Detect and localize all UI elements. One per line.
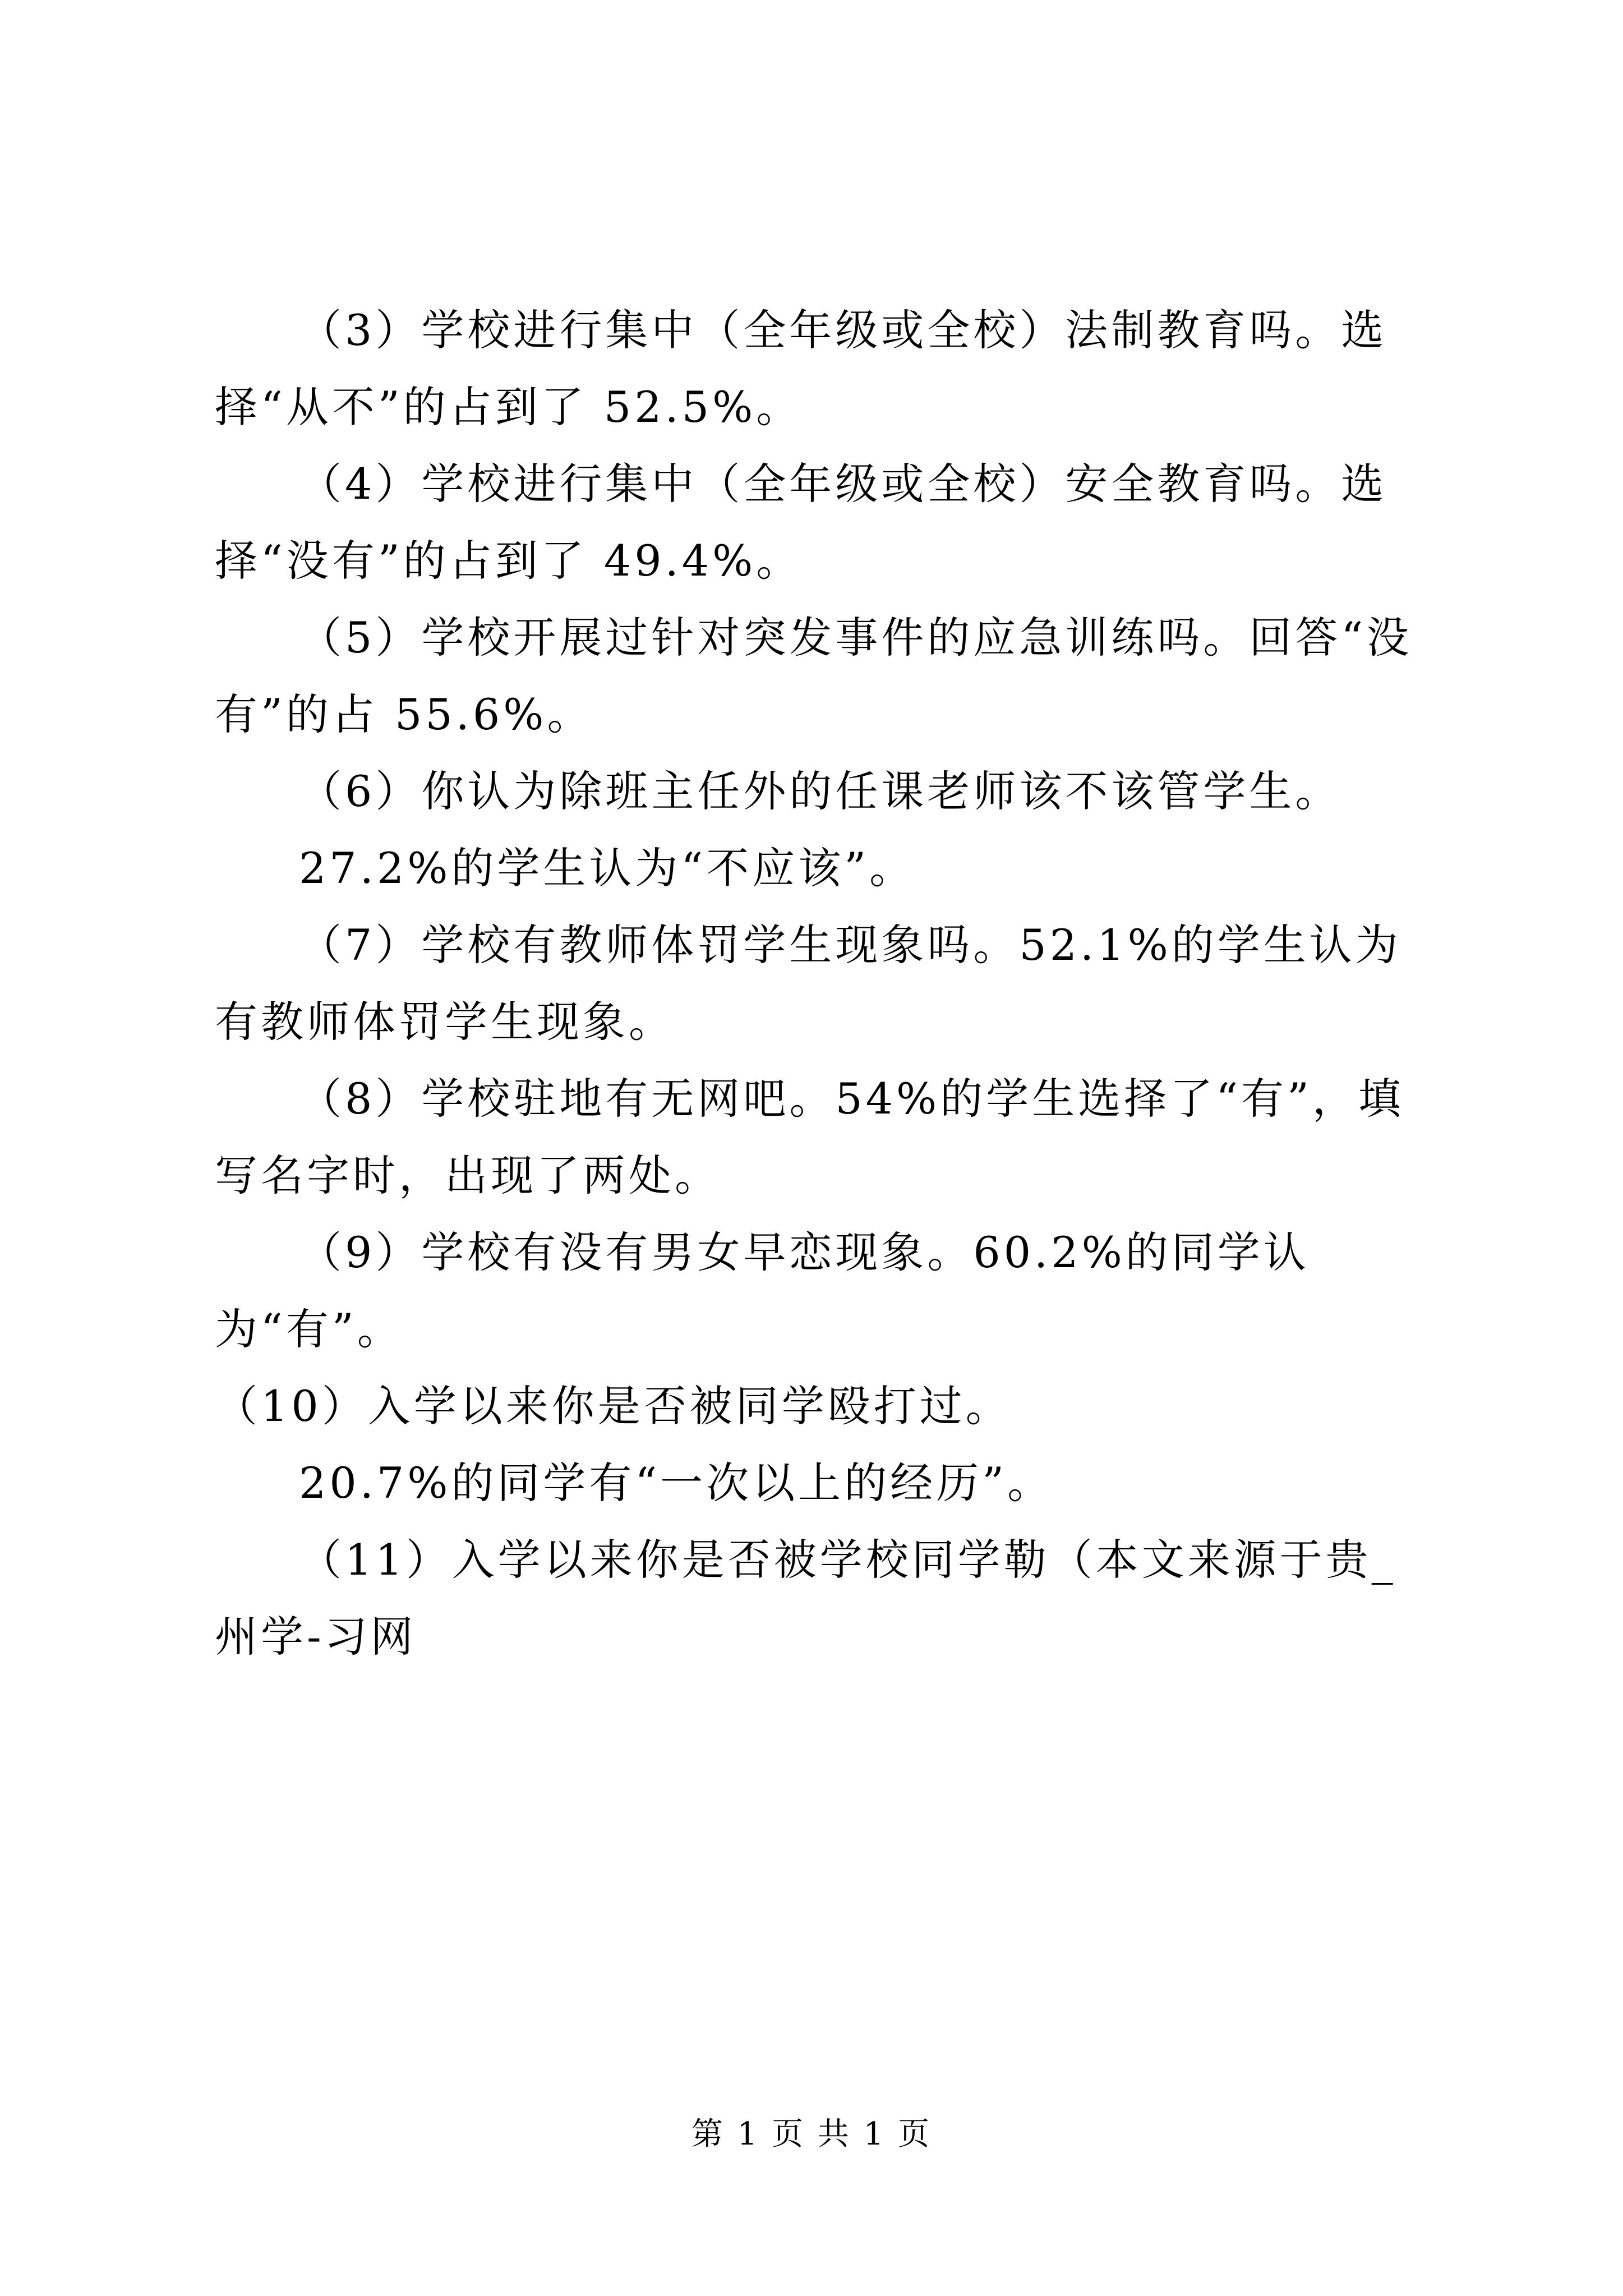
paragraph-4: （4）学校进行集中（全年级或全校）安全教育吗。选择“没有”的占到了 49.4%。: [215, 459, 1387, 586]
paragraph-5: （5）学校开展过针对突发事件的应急训练吗。回答“没有”的占 55.6%。: [215, 613, 1413, 739]
paragraph-10: （10）入学以来你是否被同学殴打过。: [215, 1381, 1012, 1431]
paragraph-9: （9）学校有没有男女早恋现象。60.2%的同学认为“有”。: [215, 1227, 1310, 1354]
paragraph-11: （11）入学以来你是否被学校同学勒（本文来源于贵_州学-习网: [215, 1535, 1396, 1662]
document-body: [215, 292, 1421, 1675]
paragraph-6-result: 27.2%的学生认为“不应该”。: [299, 843, 916, 893]
paragraph-7: （7）学校有教师体罚学生现象吗。52.1%的学生认为有教师体罚学生现象。: [215, 920, 1401, 1047]
paragraph-8: （8）学校驻地有无网吧。54%的学生选择了“有”，填写名字时，出现了两处。: [215, 1074, 1404, 1200]
page-footer: 第 1 页 共 1 页: [691, 2116, 932, 2152]
paragraph-3: （3）学校进行集中（全年级或全校）法制教育吗。选择“从不”的占到了 52.5%。: [215, 305, 1387, 432]
paragraph-6: （6）你认为除班主任外的任课老师该不该管学生。: [299, 766, 1341, 816]
paragraph-10-result: 20.7%的同学有“一次以上的经历”。: [299, 1458, 1054, 1508]
